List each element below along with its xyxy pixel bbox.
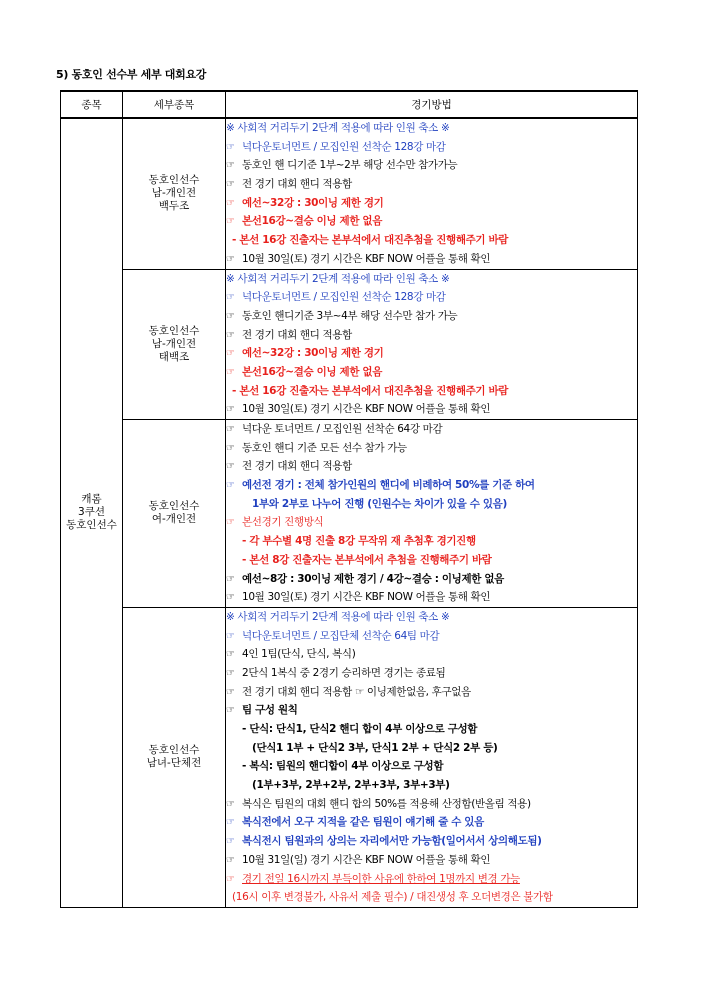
pointing-hand-icon: ☞	[226, 592, 235, 604]
rule-text: 전 경기 대회 핸디 적용함	[242, 460, 352, 473]
rule-line	[226, 400, 637, 419]
rule-text: 넉다운토너먼트 / 모집인원 선착순 128강 마감	[242, 140, 446, 153]
header-category: 종목	[61, 91, 123, 118]
rule-line	[226, 570, 637, 589]
rule-line	[226, 532, 637, 551]
category-label: 3쿠션	[78, 506, 105, 519]
pointing-hand-icon: ☞	[226, 366, 235, 378]
rule-line	[226, 156, 637, 175]
rule-text: 넉다운토너먼트 / 모집인원 선착순 128강 마감	[242, 291, 446, 304]
rule-text: ※ 사회적 거리두기 2단계 적용에 따라 인원 축소 ※	[226, 610, 450, 623]
pointing-hand-icon: ☞	[226, 253, 235, 265]
rule-text: 예선~32강 : 30이닝 제한 경기	[242, 347, 384, 360]
rule-text: 팀 구성 원칙	[242, 704, 298, 717]
rule-line	[226, 551, 637, 570]
header-subcategory: 세부종목	[123, 91, 226, 118]
subcategory-cell	[123, 269, 226, 420]
rule-line	[226, 288, 637, 307]
subcategory-cell	[123, 607, 226, 907]
rule-text: - 본선 8강 진출자는 본부석에서 추첨을 진행해주기 바람	[242, 553, 492, 566]
rule-text: - 본선 16강 진출자는 본부석에서 대진추첨을 진행해주기 바람	[232, 234, 509, 247]
subcategory-cell	[123, 118, 226, 269]
rule-line	[226, 476, 637, 495]
rule-text: 동호인 핸디 기준 모든 선수 참가 가능	[242, 441, 407, 454]
rule-text: 넉다운 토너먼트 / 모집인원 선착순 64강 마감	[242, 423, 443, 435]
subcategory-label: 동호인선수	[148, 744, 200, 757]
pointing-hand-icon: ☞	[226, 517, 235, 529]
pointing-hand-icon: ☞	[226, 630, 235, 642]
rule-line	[226, 795, 637, 814]
rule-line	[226, 645, 637, 664]
method-cell	[226, 607, 638, 907]
rule-line	[226, 870, 637, 889]
subcategory-label: 동호인선수	[148, 500, 200, 513]
rule-line	[226, 175, 637, 194]
rule-line	[226, 363, 637, 382]
rule-line	[226, 683, 637, 702]
rule-line	[226, 344, 637, 363]
rule-line	[226, 382, 637, 401]
rule-text: 예선~8강 : 30이닝 제한 경기 / 4강~결승 : 이닝제한 없음	[242, 572, 504, 585]
category-label: 동호인선수	[66, 519, 117, 532]
subcategory-label: 태백조	[158, 350, 190, 363]
rule-text: 10월 30일(토) 경기 시간은 KBF NOW 어플을 통해 확인	[242, 252, 491, 265]
table-header-row	[61, 91, 638, 118]
pointing-hand-icon: ☞	[226, 141, 235, 153]
rule-text: 전 경기 대회 핸디 적용함	[242, 328, 352, 341]
rule-text: (단식1 1부 + 단식2 3부, 단식1 2부 + 단식2 2부 등)	[252, 741, 498, 754]
rule-line	[226, 250, 637, 269]
pointing-hand-icon: ☞	[226, 873, 235, 885]
rule-text: 동호인 핸디기준 3부~4부 해당 선수만 참가 가능	[242, 309, 458, 322]
rule-text: 10월 30일(토) 경기 시간은 KBF NOW 어플을 통해 확인	[242, 403, 491, 416]
category-cell	[61, 118, 123, 907]
category-label: 캐롬	[81, 493, 102, 506]
pointing-hand-icon: ☞	[226, 817, 235, 829]
rule-line	[226, 231, 637, 250]
pointing-hand-icon: ☞	[226, 310, 235, 322]
rule-text: 복식전시 팀원과의 상의는 자리에서만 가능함(일어서서 상의해도됨)	[242, 835, 542, 848]
rule-line	[226, 439, 637, 458]
rule-line	[226, 888, 637, 907]
rule-line	[226, 776, 637, 795]
subcategory-label: 남-개인전	[151, 337, 197, 350]
rule-text: 전 경기 대회 핸디 적용함 ☞ 이닝제한없음, 후구없음	[242, 685, 471, 698]
pointing-hand-icon: ☞	[226, 480, 235, 492]
pointing-hand-icon: ☞	[226, 705, 235, 717]
rule-text: - 복식: 팀원의 핸디합이 4부 이상으로 구성함	[242, 760, 444, 773]
rule-text: 동호인 핸 디기준 1부~2부 해당 선수만 참가가능	[242, 159, 458, 172]
subcategory-cell	[123, 420, 226, 608]
rule-text: 본선16강~결승 이닝 제한 없음	[242, 215, 382, 228]
rule-line	[226, 608, 637, 627]
rule-text: 경기 전일 16시까지 부득이한 사유에 한하여 1명까지 변경 가능	[242, 872, 520, 885]
pointing-hand-icon: ☞	[226, 197, 235, 209]
pointing-hand-icon: ☞	[226, 179, 235, 191]
table-row	[61, 420, 638, 608]
pointing-hand-icon: ☞	[226, 348, 235, 360]
subcategory-label: 남녀-단체전	[146, 757, 202, 770]
table-row	[61, 607, 638, 907]
rule-text: 예선~32강 : 30이닝 제한 경기	[242, 196, 384, 209]
rules-table	[60, 90, 638, 908]
rule-text: 본선경기 진행방식	[242, 516, 324, 529]
table-row	[61, 118, 638, 269]
pointing-hand-icon: ☞	[226, 686, 235, 698]
rule-line	[226, 664, 637, 683]
subcategory-label: 남-개인전	[151, 187, 197, 200]
section-title: 5) 동호인 선수부 세부 대회요강	[56, 68, 207, 81]
rule-line	[226, 832, 637, 851]
rule-text: - 본선 16강 진출자는 본부석에서 대진추첨을 진행해주기 바람	[232, 384, 509, 397]
rule-line	[226, 813, 637, 832]
subcategory-label: 동호인선수	[148, 324, 200, 337]
rule-text: 본선16강~결승 이닝 제한 없음	[242, 365, 382, 378]
rule-text: (1부+3부, 2부+2부, 2부+3부, 3부+3부)	[252, 779, 450, 792]
pointing-hand-icon: ☞	[226, 424, 235, 435]
pointing-hand-icon: ☞	[226, 798, 235, 810]
rule-line	[226, 138, 637, 157]
rule-line	[226, 307, 637, 326]
pointing-hand-icon: ☞	[226, 160, 235, 172]
rule-line	[226, 212, 637, 231]
pointing-hand-icon: ☞	[226, 404, 235, 416]
rule-line	[226, 270, 637, 289]
pointing-hand-icon: ☞	[226, 216, 235, 228]
rule-text: (16시 이후 변경불가, 사유서 제출 필수) / 대진생성 후 오더변경은 불가함	[232, 891, 553, 904]
pointing-hand-icon: ☞	[226, 854, 235, 866]
rule-text: 넉다운토너먼트 / 모집단체 선착순 64팀 마감	[242, 629, 440, 642]
pointing-hand-icon: ☞	[226, 442, 235, 454]
rule-line	[226, 457, 637, 476]
header-method: 경기방법	[226, 91, 638, 118]
rule-line	[226, 851, 637, 870]
rule-text: 2단식 1복식 중 2경기 승리하면 경기는 종료됨	[242, 666, 446, 679]
subcategory-label: 동호인선수	[148, 174, 200, 187]
rule-text: ※ 사회적 거리두기 2단계 적용에 따라 인원 축소 ※	[226, 122, 450, 134]
pointing-hand-icon: ☞	[226, 292, 235, 304]
rule-line	[226, 701, 637, 720]
rule-line	[226, 757, 637, 776]
rule-text: 복식은 팀원의 대회 핸디 합의 50%를 적용해 산정함(반올림 적용)	[242, 797, 531, 810]
pointing-hand-icon: ☞	[226, 649, 235, 661]
subcategory-label: 여-개인전	[151, 513, 197, 526]
pointing-hand-icon: ☞	[226, 667, 235, 679]
pointing-hand-icon: ☞	[226, 573, 235, 585]
table-row	[61, 269, 638, 420]
rule-line	[226, 627, 637, 646]
pointing-hand-icon: ☞	[226, 836, 235, 848]
subcategory-label: 백두조	[158, 200, 190, 213]
rule-text: 전 경기 대회 핸디 적용함	[242, 178, 352, 191]
rule-line	[226, 588, 637, 607]
rule-text: 예선전 경기 : 전체 참가인원의 핸디에 비례하여 50%를 기준 하여	[242, 479, 535, 492]
rule-text: ※ 사회적 거리두기 2단계 적용에 따라 인원 축소 ※	[226, 272, 450, 285]
method-cell	[226, 269, 638, 420]
rule-text: 1부와 2부로 나누어 진행 (인원수는 차이가 있을 수 있음)	[252, 497, 507, 510]
pointing-hand-icon: ☞	[226, 461, 235, 473]
rule-text: 10월 31일(일) 경기 시간은 KBF NOW 어플을 통해 확인	[242, 853, 491, 866]
rule-line	[226, 495, 637, 514]
rule-text: - 각 부수별 4명 진출 8강 무작위 재 추첨후 경기진행	[242, 535, 476, 548]
rule-line	[226, 119, 637, 138]
rule-line	[226, 326, 637, 345]
rule-text: 4인 1팀(단식, 단식, 복식)	[242, 648, 356, 661]
rule-line	[226, 513, 637, 532]
table-body	[61, 118, 638, 907]
rule-text: 10월 30일(토) 경기 시간은 KBF NOW 어플을 통해 확인	[242, 591, 491, 604]
method-cell	[226, 420, 638, 608]
rule-line	[226, 720, 637, 739]
rule-line	[226, 420, 637, 439]
rule-text: 복식전에서 오구 지적을 같은 팀원이 얘기해 줄 수 있음	[242, 816, 484, 829]
rule-line	[226, 739, 637, 758]
pointing-hand-icon: ☞	[226, 329, 235, 341]
rule-line	[226, 194, 637, 213]
method-cell	[226, 118, 638, 269]
rule-text: - 단식: 단식1, 단식2 핸디 합이 4부 이상으로 구성함	[242, 723, 478, 735]
